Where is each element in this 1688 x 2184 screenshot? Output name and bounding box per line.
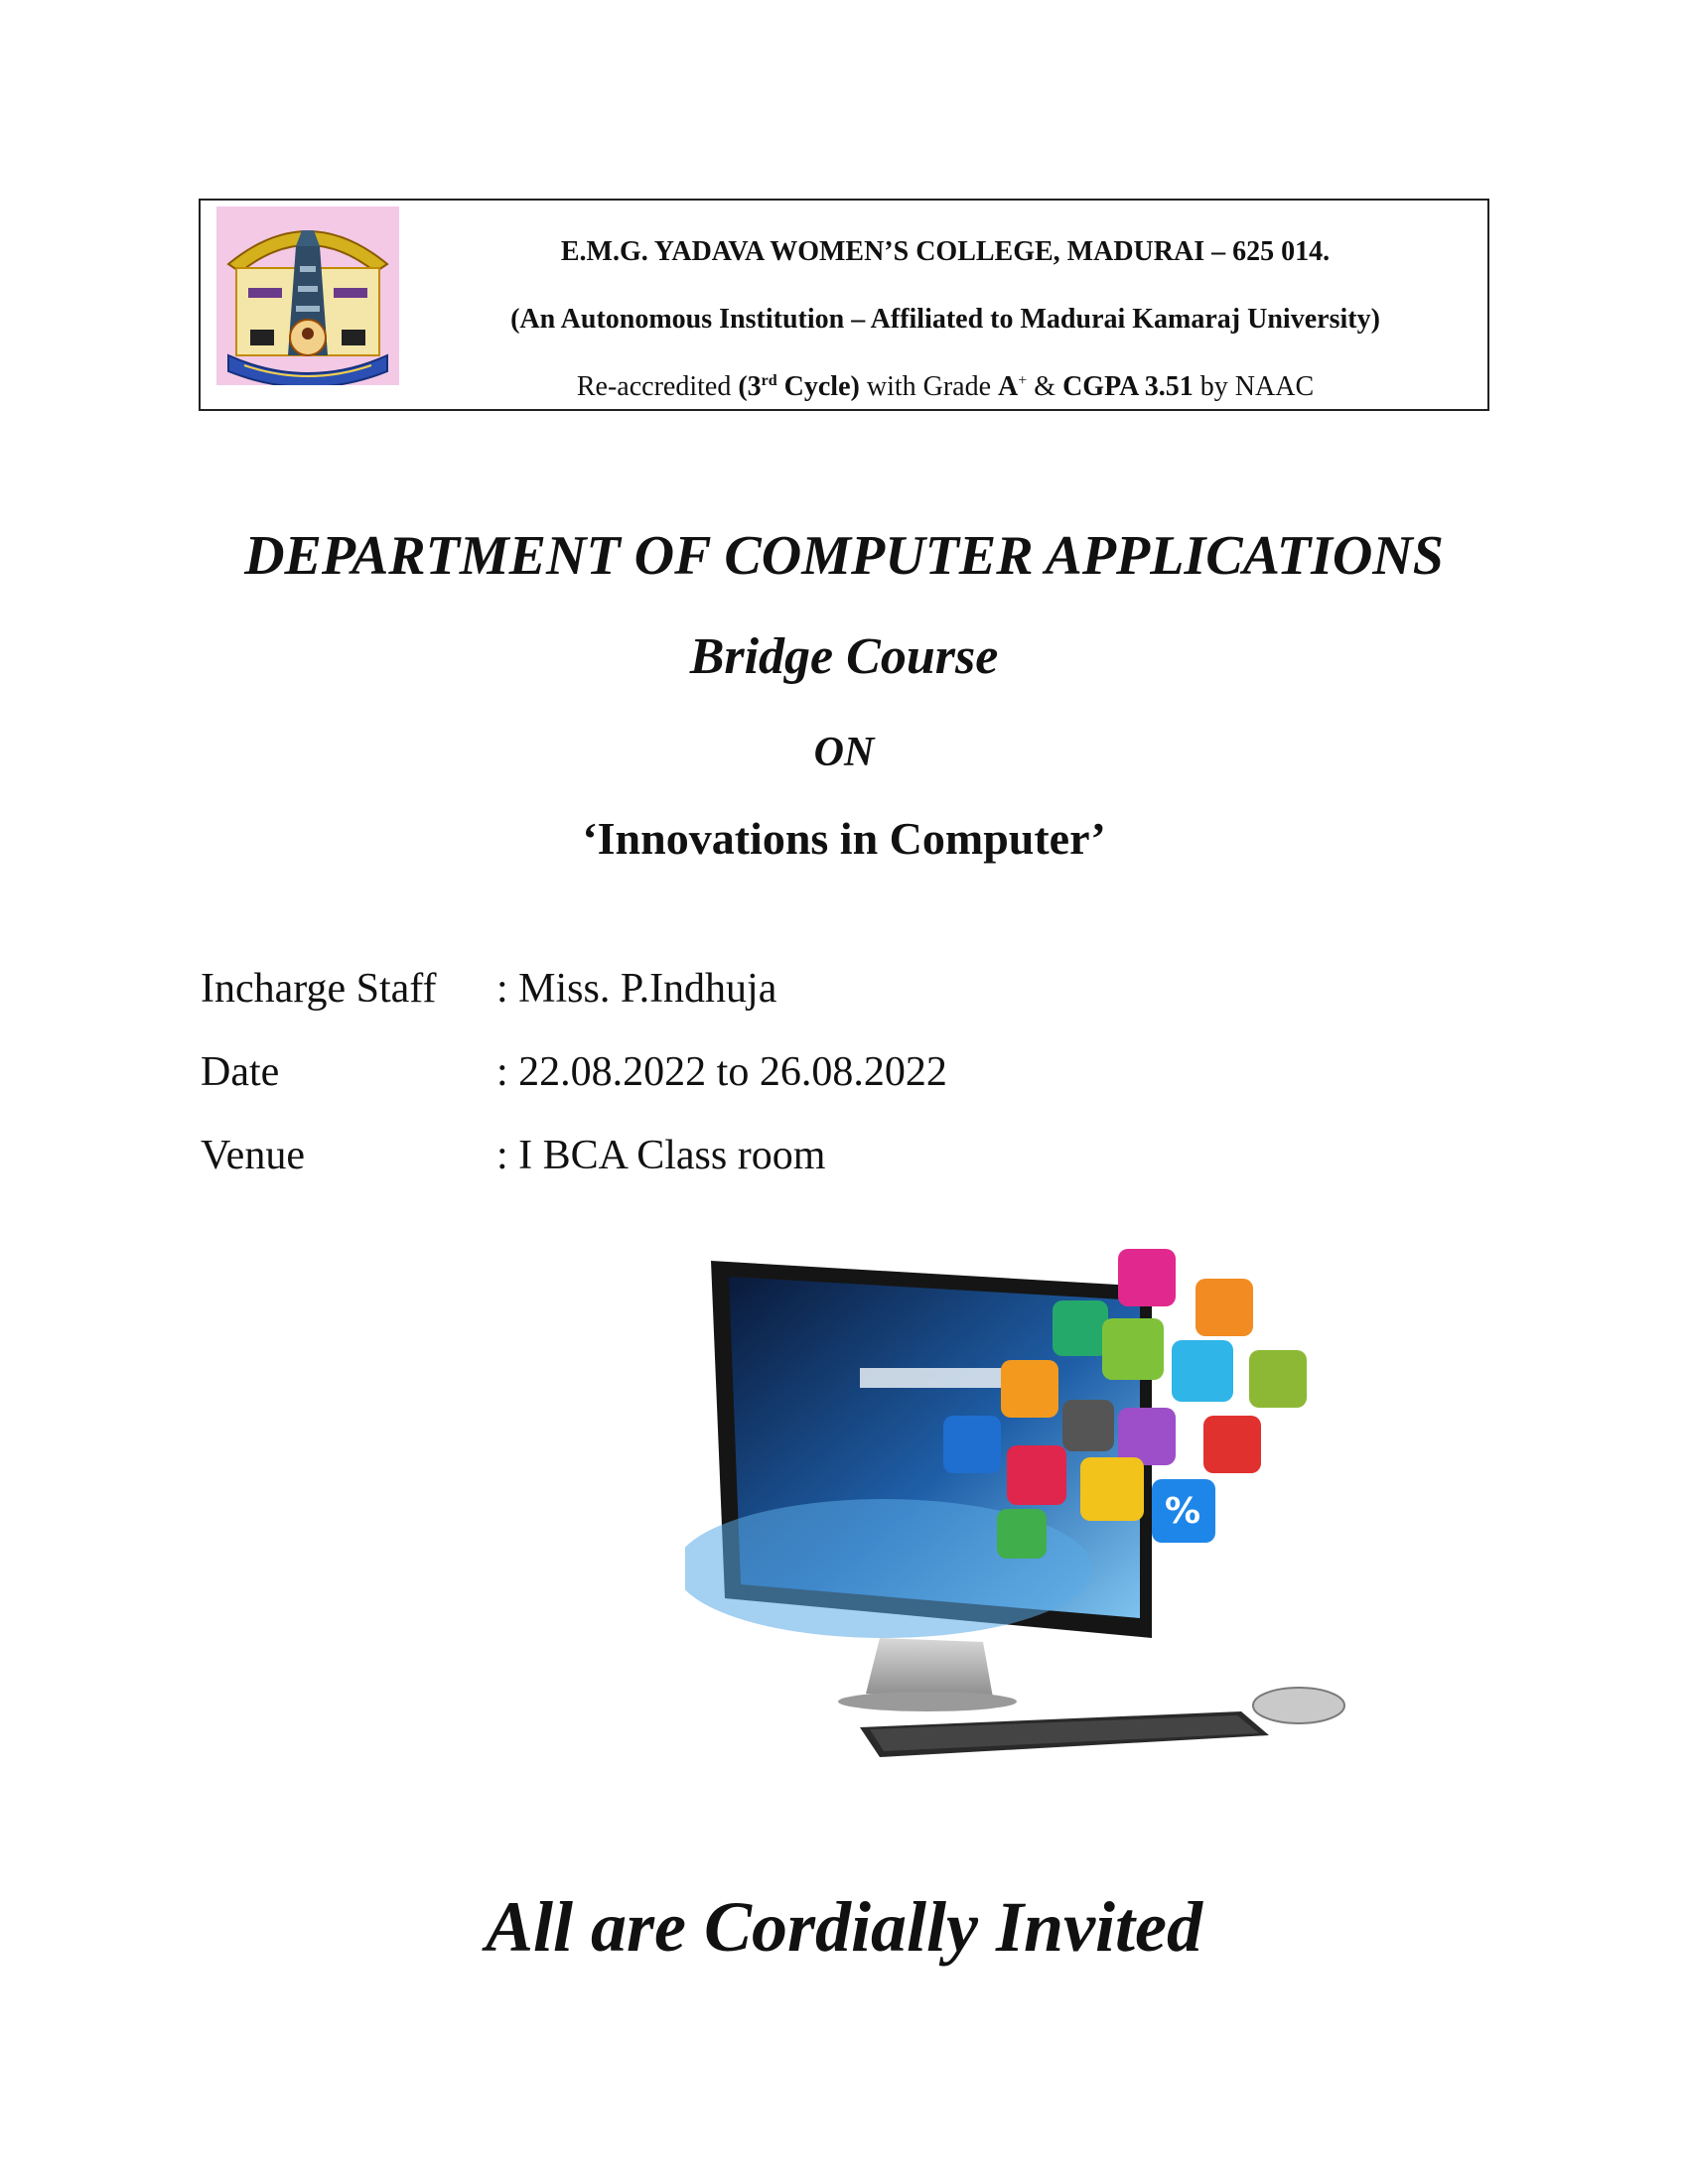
- college-name: E.M.G. YADAVA WOMEN’S COLLEGE, MADURAI – 625 014.: [560, 236, 1331, 267]
- detail-label: Date: [201, 1049, 280, 1095]
- college-emblem-icon: [216, 206, 399, 385]
- accreditation-with-grade: with Grade: [866, 371, 992, 402]
- detail-value: : 22.08.2022 to 26.08.2022: [496, 1049, 947, 1095]
- topic-title: ‘Innovations in Computer’: [582, 813, 1106, 864]
- computer-with-app-icons: [685, 1241, 1360, 1787]
- accreditation-grade-sup: +: [1018, 372, 1028, 389]
- accreditation-grade: A: [998, 371, 1019, 402]
- invitation-text: All are Cordially Invited: [485, 1887, 1202, 1967]
- accreditation-cycle-sup: rd: [761, 372, 777, 389]
- accreditation-amp: &: [1034, 371, 1056, 402]
- course-title: Bridge Course: [689, 628, 999, 685]
- accreditation-by: by NAAC: [1199, 371, 1315, 402]
- accreditation-cycle-suffix: Cycle): [783, 371, 860, 402]
- college-header: [199, 199, 1489, 411]
- detail-value: : I BCA Class room: [496, 1133, 826, 1178]
- accreditation-cycle: (3: [738, 371, 762, 402]
- detail-label: Incharge Staff: [201, 966, 437, 1012]
- accreditation: [419, 371, 1472, 403]
- detail-label: Venue: [201, 1133, 305, 1178]
- svg-text:%: %: [1164, 1491, 1201, 1532]
- detail-value: : Miss. P.Indhuja: [496, 966, 777, 1012]
- accreditation-cgpa: CGPA 3.51: [1062, 371, 1194, 402]
- accreditation-prefix: Re-accredited: [576, 371, 732, 402]
- department-title: DEPARTMENT OF COMPUTER APPLICATIONS: [244, 525, 1444, 587]
- on-label: ON: [813, 730, 875, 775]
- affiliation: (An Autonomous Institution – Affiliated to Madurai Kamaraj University): [510, 304, 1380, 335]
